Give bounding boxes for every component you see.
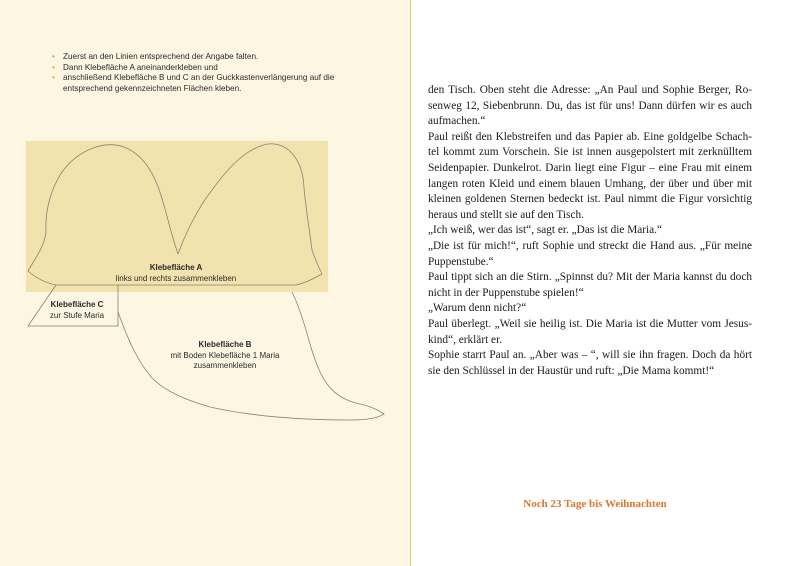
glue-label-a: [88, 263, 264, 284]
story-paragraph: Paul reißt den Klebstreifen und das Papier ab. Eine goldgelbe Schachtel kommt zum Vorschein. Sie ist innen ausgepolstert mit zerknülltem Seidenpapier. Dunkelrot. Darin liegt eine Figur – eine Frau mit einem langen roten Kleid und einem blauen Umhang, der über und über mit kleinen goldenen Sternen bedeckt ist. Paul nimmt die Figur vorsichtig heraus und stellt sie auf den Tisch.: [428, 130, 752, 221]
cut-line-left-wing: [28, 145, 178, 271]
story-paragraph: „Ich weiß, wer das ist“, sagt er. „Das ist die Maria.“: [428, 224, 663, 237]
glue-label-b-title: Klebefläche B: [198, 340, 252, 349]
glue-label-c: [36, 300, 118, 321]
glue-label-b: [150, 340, 300, 372]
instruction-item: • Dann Klebefläche A aneinanderkleben und: [52, 63, 343, 74]
glue-label-b-line2: zusammenkleben: [193, 361, 257, 370]
story-paragraph: Paul tippt sich an die Stirn. „Spinnst du? Mit der Maria kannst du doch nicht in der Puppenstube spielen!“: [428, 271, 752, 299]
story-text: [428, 83, 752, 379]
story-paragraph: den Tisch. Oben steht die Adresse: „An Paul und Sophie Berger, Rosenweg 12, Siebenbrunn. Du, das ist für uns! Dann dürfen wir es auch aufmachen.“: [428, 84, 752, 128]
story-paragraph: „Warum denn nicht?“: [428, 302, 527, 315]
glue-label-b-line1: mit Boden Klebefläche 1 Maria: [170, 350, 280, 360]
instruction-item: • Zuerst an den Linien entsprechend der Angabe falten.: [52, 52, 343, 63]
story-paragraph: „Die ist für mich!“, ruft Sophie und streckt die Hand aus. „Für meine Puppenstube.“: [428, 239, 752, 268]
glue-label-a-text: links und rechts zusammenkleben: [115, 273, 237, 283]
glue-label-a-title: Klebefläche A: [149, 263, 203, 272]
story-paragraph: Sophie starrt Paul an. „Aber was – “, will sie ihn fragen. Doch da hört sie den Schlüssel in der Haustür und ruft: „Die Mama kommt!“: [428, 349, 752, 377]
story-paragraph: Paul überlegt. „Weil sie heilig ist. Die Maria ist die Mutter vom Jesuskind“, erklärt er.: [428, 317, 752, 346]
advent-countdown: Noch 23 Tage bis Weihnachten: [523, 498, 667, 510]
instruction-item: • anschließend Klebefläche B und C an der Guckkastenverlängerung auf die entsprechend gekennzeichneten Flächen kleben.: [52, 73, 343, 94]
glue-label-c-text: zur Stufe Maria: [49, 310, 105, 320]
glue-label-c-title: Klebefläche C: [50, 300, 104, 309]
cut-line-right-wing: [178, 144, 322, 274]
